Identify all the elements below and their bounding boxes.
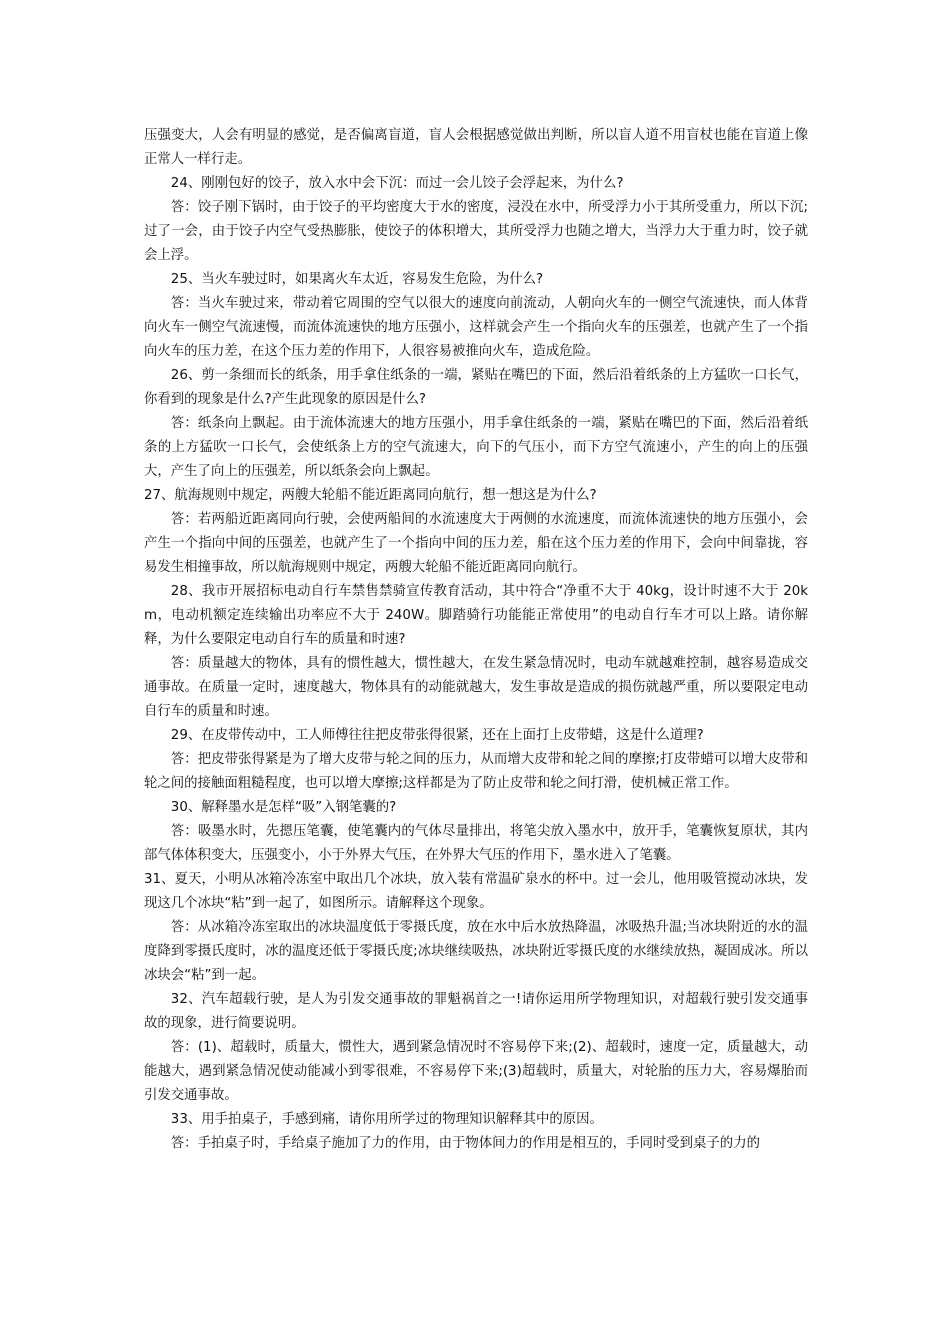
paragraph: 32、汽车超载行驶，是人为引发交通事故的罪魁祸首之一!请你运用所学物理知识，对超载行驶引发交通事故的现象，进行简要说明。 <box>144 992 808 1031</box>
paragraph: 31、夏天，小明从冰箱冷冻室中取出几个冰块，放入装有常温矿泉水的杯中。过一会儿，他用吸管搅动冰块，发现这几个冰块“粘”到一起了，如图所示。请解释这个现象。 <box>144 872 808 911</box>
paragraph: 答：从冰箱冷冻室取出的冰块温度低于零摄氏度，放在水中后水放热降温，冰吸热升温;当冰块附近的水的温度降到零摄氏度时，冰的温度还低于零摄氏度;冰块继续吸热，冰块附近零摄氏度的水继续放热，凝固成冰。所以冰块会“粘”到一起。 <box>144 920 808 983</box>
paragraph: 30、解释墨水是怎样“吸”入钢笔囊的? <box>170 800 397 815</box>
paragraph: 答：纸条向上飘起。由于流体流速大的地方压强小，用手拿住纸条的一端，紧贴在嘴巴的下面，然后沿着纸条的上方猛吹一口长气，会使纸条上方的空气流速大，向下的气压小，而下方空气流速小，产生的向上的压强大，产生了向上的压强差，所以纸条会向上飘起。 <box>144 416 808 479</box>
paragraph: 29、在皮带传动中，工人师傅往往把皮带张得很紧，还在上面打上皮带蜡，这是什么道理? <box>170 728 704 743</box>
paragraph: 28、我市开展招标电动自行车禁售禁骑宣传教育活动，其中符合“净重不大于 40kg，设计时速不大于 20km，电动机额定连续输出功率应不大于 240W。脚踏骑行功能能正常使用”的电动自行车才可以上路。请你解释，为什么要限定电动自行车的质量和时速? <box>144 584 808 647</box>
paragraph: 答：饺子刚下锅时，由于饺子的平均密度大于水的密度，浸没在水中，所受浮力小于其所受重力，所以下沉;过了一会，由于饺子内空气受热膨胀，使饺子的体积增大，其所受浮力也随之增大，当浮力大于重力时，饺子就会上浮。 <box>144 200 808 263</box>
paragraph: 26、剪一条细而长的纸条，用手拿住纸条的一端，紧贴在嘴巴的下面，然后沿着纸条的上方猛吹一口长气，你看到的现象是什么?产生此现象的原因是什么? <box>144 368 808 407</box>
document-body <box>144 124 808 1156</box>
paragraph: 答：质量越大的物体，具有的惯性越大，惯性越大，在发生紧急情况时，电动车就越难控制，越容易造成交通事故。在质量一定时，速度越大，物体具有的动能就越大，发生事故是造成的损伤就越严重，所以要限定电动自行车的质量和时速。 <box>144 656 808 719</box>
paragraph: 答：吸墨水时，先摁压笔囊，使笔囊内的气体尽量排出，将笔尖放入墨水中，放开手，笔囊恢复原状，其内部气体体积变大，压强变小，小于外界大气压，在外界大气压的作用下，墨水进入了笔囊。 <box>144 824 808 863</box>
paragraph: 压强变大，人会有明显的感觉，是否偏离盲道，盲人会根据感觉做出判断，所以盲人道不用盲杖也能在盲道上像正常人一样行走。 <box>144 128 808 167</box>
paragraph: 33、用手拍桌子，手感到痛，请你用所学过的物理知识解释其中的原因。 <box>170 1112 603 1127</box>
paragraph: 27、航海规则中规定，两艘大轮船不能近距离同向航行，想一想这是为什么? <box>144 488 597 503</box>
paragraph: 答：把皮带张得紧是为了增大皮带与轮之间的压力，从而增大皮带和轮之间的摩擦;打皮带蜡可以增大皮带和轮之间的接触面粗糙程度，也可以增大摩擦;这样都是为了防止皮带和轮之间打滑，使机械正常工作。 <box>144 752 808 791</box>
paragraph: 答：(1)、超载时，质量大，惯性大，遇到紧急情况时不容易停下来;(2)、超载时，速度一定，质量越大，动能越大，遇到紧急情况使动能减小到零很难，不容易停下来;(3)超载时，质量大，对轮胎的压力大，容易爆胎而引发交通事故。 <box>144 1040 808 1103</box>
paragraph: 25、当火车驶过时，如果离火车太近，容易发生危险，为什么? <box>170 272 544 287</box>
paragraph: 24、刚刚包好的饺子，放入水中会下沉：而过一会儿饺子会浮起来，为什么? <box>170 176 624 191</box>
paragraph: 答：手拍桌子时，手给桌子施加了力的作用，由于物体间力的作用是相互的，手同时受到桌子的力的 <box>170 1136 760 1151</box>
paragraph: 答：若两船近距离同向行驶，会使两船间的水流速度大于两侧的水流速度，而流体流速快的地方压强小，会产生一个指向中间的压强差，也就产生了一个指向中间的压力差，船在这个压力差的作用下，会向中间靠拢，容易发生相撞事故，所以航海规则中规定，两艘大轮船不能近距离同向航行。 <box>144 512 808 575</box>
paragraph: 答：当火车驶过来，带动着它周围的空气以很大的速度向前流动，人朝向火车的一侧空气流速快，而人体背向火车一侧空气流速慢，而流体流速快的地方压强小，这样就会产生一个指向火车的压强差，也就产生了一个指向火车的压力差，在这个压力差的作用下，人很容易被推向火车，造成危险。 <box>144 296 808 359</box>
